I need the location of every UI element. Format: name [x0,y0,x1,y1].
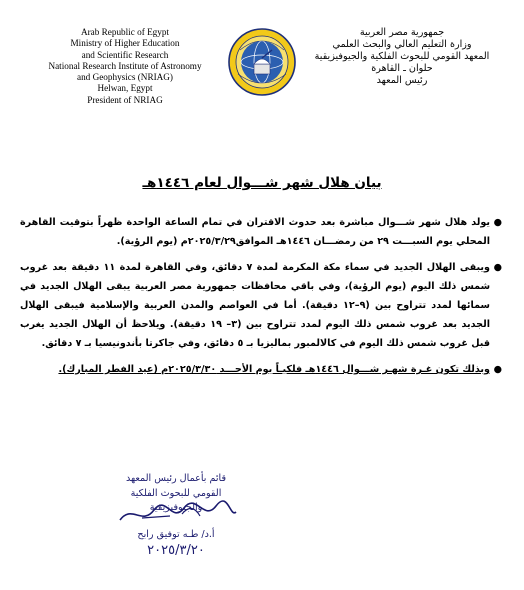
paragraph-text: وبذلك تكون غـرة شهـر شـــوال ١٤٤٦هـ فلكيـاً يوم الأحـــد ٢٠٢٥/٣/٣٠م (عيد الفطر المبارك). [58,364,490,375]
signature-name: أ.د/ طـه توفيق رابح [137,529,215,540]
header-en-line: and Geophysics (NRIAG) [77,72,173,83]
header-en-line: Ministry of Higher Education [70,38,180,49]
header-ar-line: رئيس المعهد [376,75,428,86]
nriag-seal-icon [228,28,296,96]
document-body [20,213,502,386]
header-en-line: Arab Republic of Egypt [80,27,170,37]
header-en-line: National Research Institute of Astronomy [48,60,202,71]
signature-line-title: قائم بأعمال رئيس المعهد [125,473,227,484]
header-ar-line: المعهد القومي للبحوث الفلكية والجيوفيزيقية [314,51,490,62]
paragraph [20,213,502,251]
signature-block [112,468,240,573]
signature-line-institute: القومي للبحوث الفلكية والجيوفيزيقية [130,488,222,513]
signature-date: ٢٠٢٥/٣/٢٠ [147,543,205,558]
bullet-icon: ● [493,217,502,228]
document-title: بيان هلال شهر شـــوال لعام ١٤٤٦هـ [142,175,382,191]
header-arabic [302,27,502,87]
header-en-line: and Scientific Research [81,49,169,60]
bullet-icon: ● [493,262,502,273]
paragraph [20,360,502,379]
paragraph-text: ويبقى الهلال الجديد في سماء مكة المكرمة لمدة ٧ دقائق، وفي القاهرة لمدة ١١ دقيقة بعد غروب شمس ذلك اليوم (يوم الرؤية)، وفي باقي محافظات جمهورية مصر العربية يبقى الهلال الجديد في سمائها لمدد تتراوح بين (٩–١٢ دقيقة). أما في العواصم والمدن العربية والإسلامية فيبقى الهلال الجديد بعد غروب شمس ذلك اليوم لمدد تتراوح بين (٣– ١٩ دقيقة). ويلاحظ أن الهلال الجديد يغرب قبل غروب شمس ذلك اليوم في كالالمبور بماليزيا بـ ٥ دقائق، وفي جاكرتا بأندونيسيا بـ ٧ دقائق. [20,262,490,349]
handwritten-signature-icon [112,498,240,528]
header-en-line: Helwan, Egypt [97,83,153,94]
header-english [40,27,210,106]
bullet-icon: ● [493,364,502,375]
paragraph-text: يولد هلال شهر شـــوال مباشرة بعد حدوث الاقتران في تمام الساعة الواحدة ظهراً بتوقيت القاهرة المحلي يوم السبـــت ٢٩ من رمضـــان ١٤٤٦هـ الموافق٢٠٢٥/٣/٢٩م (يوم الرؤية). [20,217,490,247]
header-ar-line: حلوان ـ القاهرة [371,63,433,74]
header-en-line: President of NRIAG [87,94,163,105]
paragraph [20,258,502,353]
header-ar-line: وزارة التعليم العالي والبحث العلمي [332,39,472,50]
header-ar-line: جمهورية مصر العربية [359,27,445,38]
